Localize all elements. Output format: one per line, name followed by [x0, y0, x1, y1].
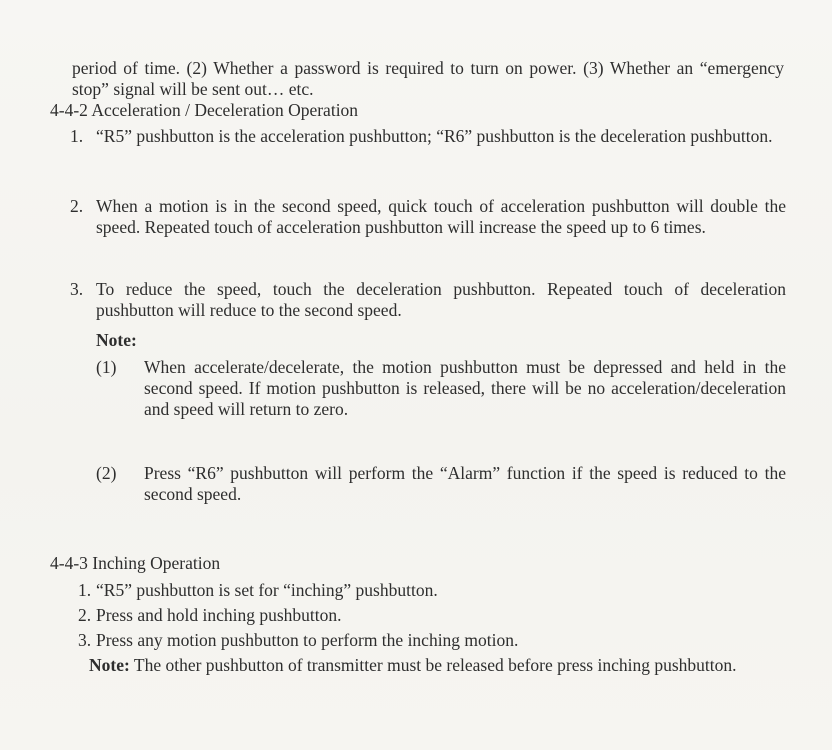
list-item-text: “R5” pushbutton is set for “inching” pushbutton. [96, 580, 438, 600]
list-item-number: 2. [70, 196, 84, 216]
list-item-number: 3. [70, 279, 84, 299]
section-442-title: 4-4-2 Acceleration / Deceleration Operation [50, 100, 359, 120]
note-item-number: (1) [96, 357, 117, 377]
list-item-number: 1. [70, 126, 84, 146]
note-item-text: Press “R6” pushbutton will perform the “Alarm” function if the speed is reduced to the second speed. [144, 463, 786, 504]
section-443-title: 4-4-3 Inching Operation [50, 553, 221, 573]
list-item-number: 3. [78, 630, 92, 650]
list-item-number: 1. [78, 580, 92, 600]
list-item [78, 605, 778, 626]
list-item [78, 580, 778, 601]
list-item-text: Press any motion pushbutton to perform the inching motion. [96, 630, 519, 650]
list-item-number: 2. [78, 605, 92, 625]
list-item-text: To reduce the speed, touch the deceleration pushbutton. Repeated touch of deceleration pushbutton will reduce to the second speed. [96, 279, 786, 320]
inching-note [89, 655, 789, 676]
list-item [70, 196, 786, 238]
intro-paragraph: period of time. (2) Whether a password is required to turn on power. (3) Whether an “emergency stop” signal will be sent out… etc. [72, 58, 784, 99]
list-item-text: “R5” pushbutton is the acceleration pushbutton; “R6” pushbutton is the deceleration pushbutton. [96, 126, 773, 146]
note-text: The other pushbutton of transmitter must be released before press inching pushbutton. [133, 655, 737, 675]
list-item [70, 279, 786, 321]
list-item [78, 630, 778, 651]
note-item [96, 463, 786, 505]
note-item [96, 357, 786, 420]
note-item-text: When accelerate/decelerate, the motion pushbutton must be depressed and held in the second speed. If motion pushbutton is released, there will be no acceleration/deceleration and speed will return to zero. [144, 357, 786, 419]
list-item-text: Press and hold inching pushbutton. [96, 605, 342, 625]
list-item [70, 126, 786, 147]
note-item-number: (2) [96, 463, 117, 483]
list-item-text: When a motion is in the second speed, quick touch of acceleration pushbutton will double the speed. Repeated touch of acceleration pushbutton will increase the speed up to 6 times. [96, 196, 786, 237]
note-label: Note: [96, 330, 137, 350]
note-label: Note: [89, 655, 130, 675]
